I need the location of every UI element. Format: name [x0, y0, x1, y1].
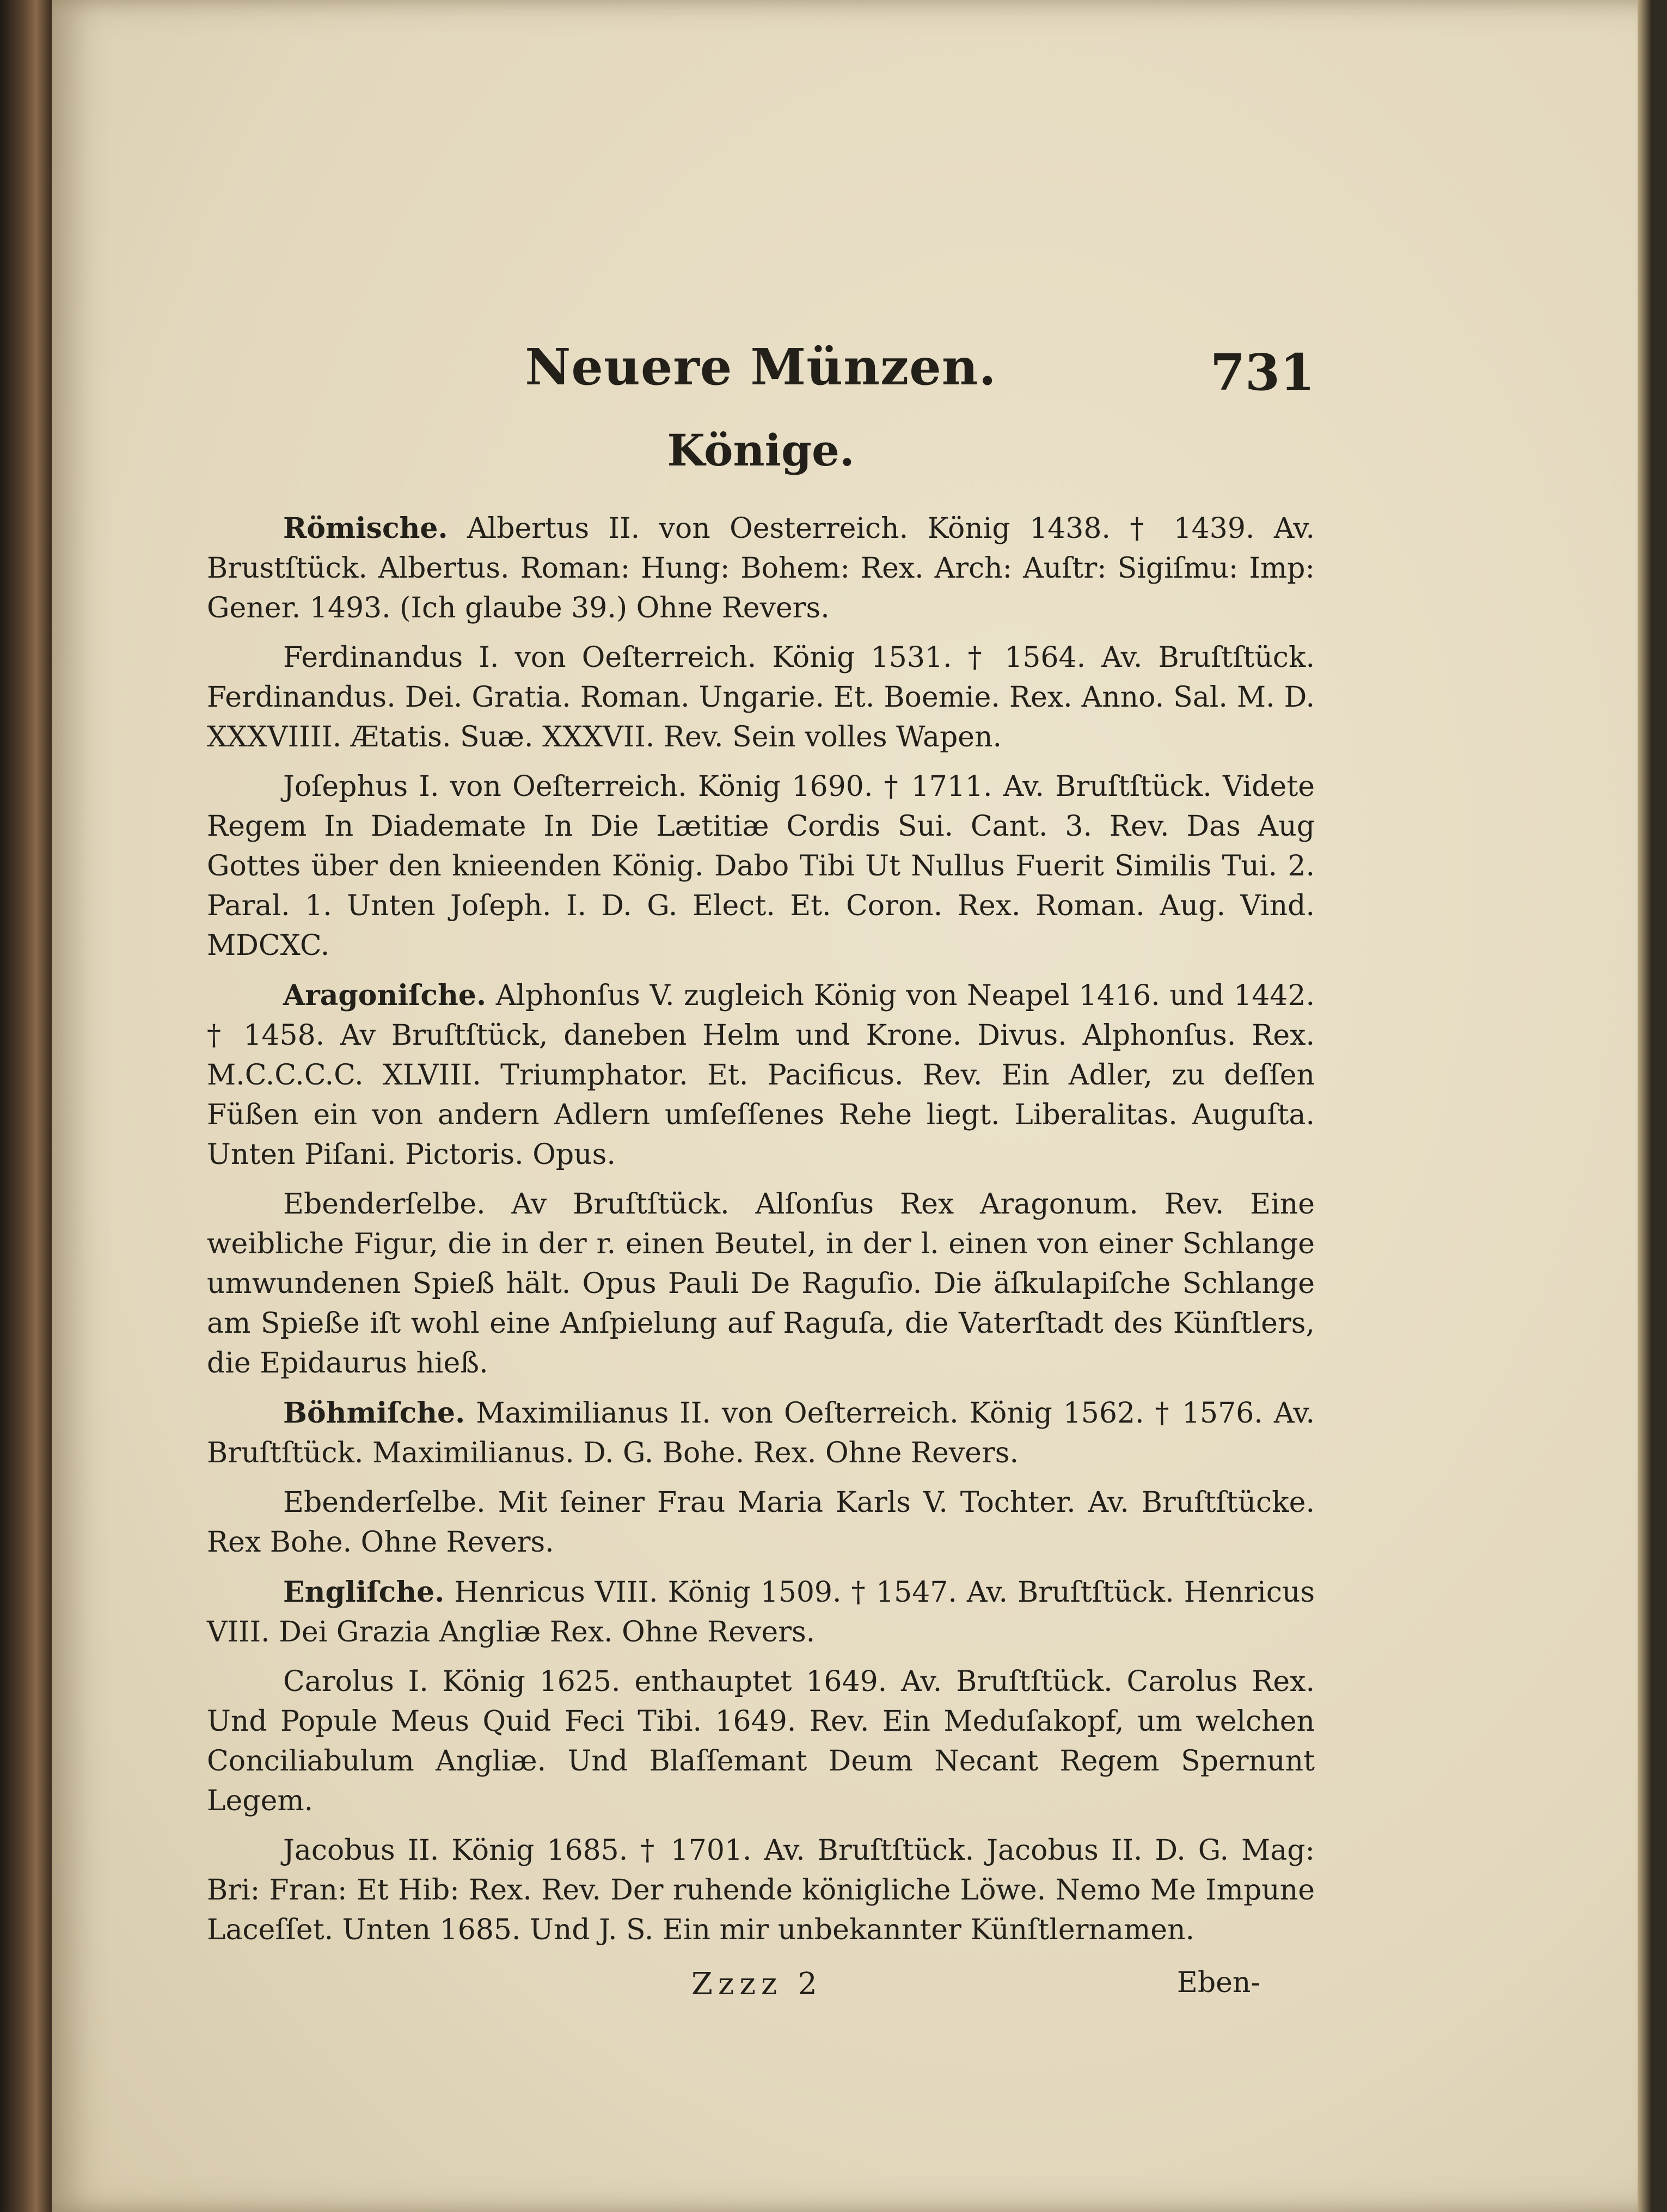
page-footer [207, 1966, 1315, 2015]
entry-lead: Engliſche. [283, 1576, 445, 1609]
entry-aragonische [207, 976, 1315, 1175]
entry-lead: Aragoniſche. [283, 979, 487, 1012]
entry-boehmische [207, 1393, 1315, 1473]
running-head [207, 327, 1315, 408]
entry-text: Ferdinandus I. von Oeſterreich. König 1531. † 1564. Av. Bruſtſtück. Ferdinandus. Dei. Gratia. Roman. Ungarie. Et. Boemie. Rex. Anno. Sal. M. D. XXXVIIII. Ætatis. Suæ. XXXVII. Rev. Sein volles Wapen. [207, 641, 1315, 753]
running-title: Neuere Münzen. [525, 338, 997, 396]
entry-ebenderselbe-maria [207, 1483, 1315, 1563]
entry-text: Carolus I. König 1625. enthauptet 1649. Av. Bruſtſtück. Carolus Rex. Und Popule Meus Quid Feci Tibi. 1649. Rev. Ein Meduſakopf, um welchen Conciliabulum Angliæ. Und Blaſſemant Deum Necant Regem Spernunt Legem. [207, 1665, 1315, 1817]
entry-text: Albertus II. von Oesterreich. König 1438. † 1439. Av. Brustſtück. Albertus. Roman: Hung: Bohem: Rex. Arch: Auſtr: Sigiſmu: Imp: Gener. 1493. (Ich glaube 39.) Ohne Revers. [207, 512, 1315, 624]
signature-mark: Zzzz 2 [691, 1966, 823, 2002]
entry-text: Henricus VIII. König 1509. † 1547. Av. Bruſtſtück. Henricus VIII. Dei Grazia Angliæ Rex. Ohne Revers. [207, 1576, 1315, 1649]
entry-text: Joſephus I. von Oeſterreich. König 1690. † 1711. Av. Bruſtſtück. Videte Regem In Diademate In Die Lætitiæ Cordis Sui. Cant. 3. Rev. Das Aug Gottes über den knieenden König. Dabo Tibi Ut Nullus Fuerit Similis Tui. 2. Paral. 1. Unten Joſeph. I. D. G. Elect. Et. Coron. Rex. Roman. Aug. Vind. MDCXC. [207, 770, 1315, 962]
catchword: Eben- [1176, 1966, 1260, 1999]
book-binding [0, 0, 52, 2212]
entry-text: Ebenderſelbe. Av Bruſtſtück. Alſonſus Rex Aragonum. Rev. Eine weibliche Figur, die in der r. einen Beutel, in der l. einen von einer Schlange umwundenen Spieß hält. Opus Pauli De Raguſio. Die äſkulapiſche Schlange am Spieße iſt wohl eine Anſpielung auf Raguſa, die Vaterſtadt des Künſtlers, die Epidaurus hieß. [207, 1188, 1315, 1380]
entry-text: Maximilianus II. von Oeſterreich. König 1562. † 1576. Av. Bruſtſtück. Maximilianus. D. G. Bohe. Rex. Ohne Revers. [207, 1397, 1315, 1469]
entry-jacobus [207, 1831, 1315, 1950]
entry-ferdinandus [207, 638, 1315, 757]
entry-ebenderselbe-alfonsus [207, 1185, 1315, 1383]
entry-lead: Böhmiſche. [283, 1396, 465, 1430]
page-edge-shadow [1638, 0, 1652, 2212]
text-block [207, 327, 1315, 2015]
entry-text: Jacobus II. König 1685. † 1701. Av. Bruſtſtück. Jacobus II. D. G. Mag: Bri: Fran: Et Hib: Rex. Rev. Der ruhende königliche Löwe. Nemo Me Impune Laceſſet. Unten 1685. Und J. S. Ein mir unbekannter Künſtlernamen. [207, 1834, 1315, 1946]
entry-englische [207, 1572, 1315, 1652]
section-heading: Könige. [667, 425, 855, 476]
page-number: 731 [1210, 343, 1315, 402]
entry-text: Ebenderſelbe. Mit ſeiner Frau Maria Karls V. Tochter. Av. Bruſtſtücke. Rex Bohe. Ohne Revers. [207, 1486, 1315, 1559]
entry-text: Alphonſus V. zugleich König von Neapel 1416. und 1442. † 1458. Av Bruſtſtück, daneben Helm und Krone. Divus. Alphonſus. Rex. M.C.C.C.C. XLVIII. Triumphator. Et. Pacificus. Rev. Ein Adler, zu deſſen Füßen ein von andern Adlern umſeſſenes Rehe liegt. Liberalitas. Auguſta. Unten Piſani. Pictoris. Opus. [207, 979, 1315, 1171]
entry-roemische [207, 508, 1315, 628]
entry-carolus [207, 1662, 1315, 1821]
entry-lead: Römische. [283, 512, 448, 545]
entry-josephus [207, 767, 1315, 966]
